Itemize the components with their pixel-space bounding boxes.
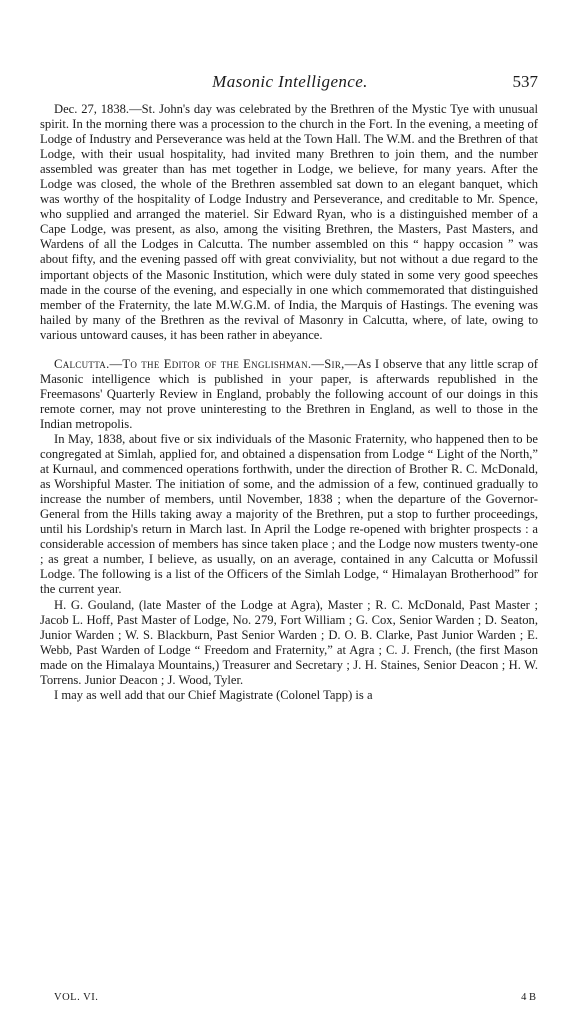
volume-mark: VOL. VI. bbox=[54, 992, 99, 1003]
paragraph-letter-intro bbox=[40, 357, 538, 432]
running-title: Masonic Intelligence. bbox=[212, 72, 368, 91]
paragraph-closing: I may as well add that our Chief Magistrate (Colonel Tapp) is a bbox=[54, 687, 373, 702]
page-header bbox=[40, 72, 540, 98]
signature-mark: 4 B bbox=[521, 992, 536, 1003]
letter-heading: Calcutta.—To the Editor of the Englishman.—Sir, bbox=[54, 356, 345, 371]
paragraph-simlah-lodge: In May, 1838, about five or six individuals of the Masonic Fraternity, who happened then to be congregated at Simlah, applied for, and obtained a dispensation from Lodge “ Light of the North,” at Kurnaul, and commenced operations forthwith, under the direction of Brother R. C. McDonald, as Worshipful Master. The initiation of some, and the admission of a few, continued gradually to increase the number of members, until November, 1838 ; when the departure of the Governor-General from the Hills taking away a majority of the Brethren, put a stop to further proceedings, until his Lordship's return in March last. In April the Lodge re-opened with brighter prospects : a considerable accession of members has since taken place ; and the Lodge now musters twenty-one ; as great a number, I believe, as usually, on an average, contained in any Calcutta or Mofussil Lodge. The following is a list of the Officers of the Simlah Lodge, “ Himalayan Brotherhood” for the current year. bbox=[40, 431, 538, 597]
paragraph-st-johns-day: Dec. 27, 1838.—St. John's day was celebrated by the Brethren of the Mystic Tye with unusual spirit. In the morning there was a procession to the church in the Fort. In the evening, a meeting of Lodge of Industry and Perseverance was held at the Town Hall. The W.M. and the Brethren of that Lodge, with their usual hospitality, had invited many Brethren to join them, and the number assembled was greater than has met together in Lodge, we believe, for many years. After the Lodge was closed, the whole of the Brethren assembled sat down to an elegant banquet, which was worthy of the hospitality of Lodge Industry and Perseverance, and creditable to Mr. Spence, who supplied and arranged the materiel. Sir Edward Ryan, who is a distinguished member of a Cape Lodge, was present, as also, among the visiting Brethren, the Masters, Past Masters, and Wardens of all the Lodges in Calcutta. The number assembled on this “ happy occasion ” was about fifty, and the evening passed off with great conviviality, but not without a due regard to the important objects of the Masonic Institution, which were duly stated in some very good speeches made in the course of the evening, and especially in one which commemorated that distinguished member of the Fraternity, the late M.W.G.M. of India, the Marquis of Hastings. The evening was hailed by many of the Brethren as the revival of Masonry in Calcutta, where, of late, owing to various untoward causes, it has been rather in abeyance. bbox=[40, 102, 538, 342]
paragraph-officers-list: H. G. Gouland, (late Master of the Lodge at Agra), Master ; R. C. McDonald, Past Master ; Jacob L. Hoff, Past Master of Lodge, No. 279, Fort William ; G. Cox, Senior Warden ; D. Seaton, Junior Warden ; W. S. Blackburn, Past Senior Warden ; D. O. B. Clarke, Past Junior Warden ; E. Webb, Past Warden of Lodge “ Freedom and Fraternity,” at Agra ; C. J. French, (the first Mason made on the Himalaya Mountains,) Treasurer and Secretary ; J. H. Staines, Senior Deacon ; H. W. Torrens. Junior Deacon ; J. Wood, Tyler. bbox=[40, 597, 538, 687]
page-number: 537 bbox=[512, 72, 538, 91]
letter-intro-text: —As I observe that any little scrap of Masonic intelligence which is published in your paper, is afterwards republished in the Freemasons' Quarterly Review in England, probably the following account of our doings in this remote corner, may not prove uninteresting to the Brethren in England, as well to those in the Indian metropolis. bbox=[40, 356, 538, 431]
article-body bbox=[40, 102, 538, 703]
